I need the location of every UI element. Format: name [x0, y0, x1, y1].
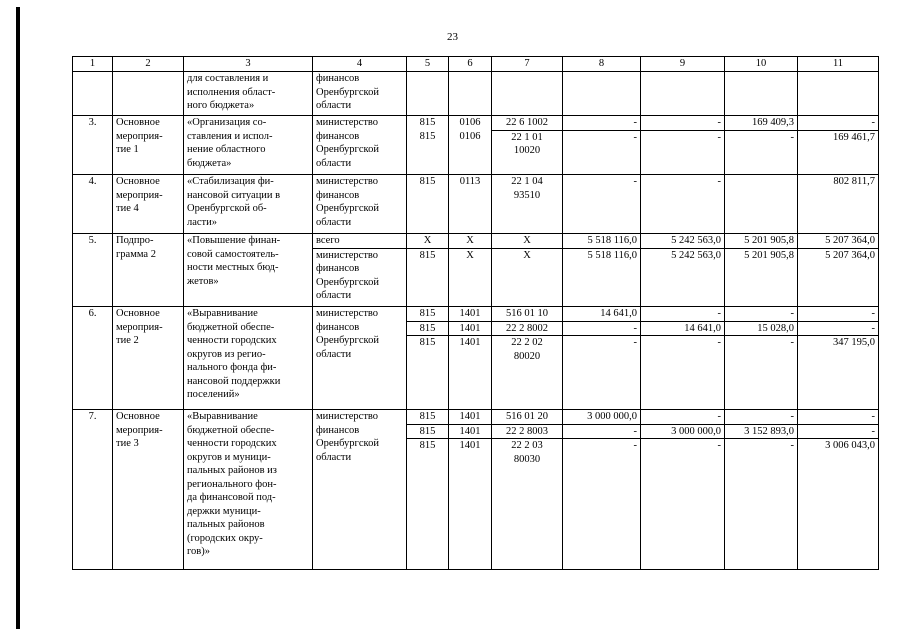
amount-cell: - - [641, 116, 725, 175]
executor-cell: министерство финансов Оренбургской области [313, 116, 407, 175]
csr-cell: 516 01 10 22 2 8002 22 2 02 80020 [492, 307, 563, 410]
grbs-cell: X 815 [407, 234, 449, 307]
csr-cell: X X [492, 234, 563, 307]
amount-cell: - 14 641,0 - [641, 307, 725, 410]
rzpr-cell: X X [449, 234, 492, 307]
table-row [73, 175, 879, 234]
csr-cell: 22 6 1002 22 1 01 10020 [492, 116, 563, 175]
executor-cell: министерство финансов Оренбургской области [313, 307, 407, 410]
grbs-cell: 815 815 [407, 116, 449, 175]
amount-cell: 3 000 000,0 - - [563, 410, 641, 570]
amount-cell: - 3 000 000,0 - [641, 410, 725, 570]
amount-cell: - 15 028,0 - [725, 307, 798, 410]
amount-cell: - 169 461,7 [798, 116, 879, 175]
grbs-cell: 815 [407, 175, 449, 234]
col-header: 11 [798, 57, 879, 72]
rzpr-cell: 1401 1401 1401 [449, 307, 492, 410]
table-row [73, 307, 879, 410]
col-header: 10 [725, 57, 798, 72]
program-type-cell: Основное мероприя- тие 2 [113, 307, 184, 410]
event-name-cell: «Стабилизация фи- нансовой ситуации в Оренбургской об- ласти» [184, 175, 313, 234]
header-row [73, 57, 879, 72]
col-header: 5 [407, 57, 449, 72]
event-name-cell: для составления и исполнения област- ного бюджета» [184, 72, 313, 116]
amount-cell: - [563, 175, 641, 234]
col-header: 7 [492, 57, 563, 72]
event-name-cell: «Повышение финан- совой самостоятель- ности местных бюд- жетов» [184, 234, 313, 307]
amount-cell [725, 175, 798, 234]
amount-cell: 5 201 905,8 5 201 905,8 [725, 234, 798, 307]
amount-cell: 802 811,7 [798, 175, 879, 234]
executor-cell: министерство финансов Оренбургской области [313, 410, 407, 570]
left-margin-bar [16, 7, 20, 629]
col-header: 6 [449, 57, 492, 72]
amount-cell: 169 409,3 - [725, 116, 798, 175]
table-row [73, 234, 879, 307]
program-type-cell: Основное мероприя- тие 1 [113, 116, 184, 175]
amount-cell: 5 207 364,0 5 207 364,0 [798, 234, 879, 307]
amount-cell: 14 641,0 - - [563, 307, 641, 410]
col-header: 8 [563, 57, 641, 72]
page-number: 23 [447, 31, 458, 43]
row-number: 7. [73, 410, 113, 570]
amount-cell: - - [563, 116, 641, 175]
row-number: 5. [73, 234, 113, 307]
grbs-cell: 815 815 815 [407, 307, 449, 410]
budget-table [72, 56, 879, 570]
event-name-cell: «Организация со- ставления и испол- нение областного бюджета» [184, 116, 313, 175]
table-row [73, 410, 879, 570]
col-header: 9 [641, 57, 725, 72]
executor-cell: финансов Оренбургской области [313, 72, 407, 116]
table-row [73, 116, 879, 175]
amount-cell: - 3 152 893,0 - [725, 410, 798, 570]
row-number: 6. [73, 307, 113, 410]
rzpr-cell: 0106 0106 [449, 116, 492, 175]
amount-cell: - [641, 175, 725, 234]
col-header: 3 [184, 57, 313, 72]
executor-cell: всего министерство финансов Оренбургской области [313, 234, 407, 307]
row-number: 4. [73, 175, 113, 234]
csr-cell: 516 01 20 22 2 8003 22 2 03 80030 [492, 410, 563, 570]
program-type-cell: Подпро- грамма 2 [113, 234, 184, 307]
amount-cell: 5 518 116,0 5 518 116,0 [563, 234, 641, 307]
amount-cell: - - 3 006 043,0 [798, 410, 879, 570]
executor-cell: министерство финансов Оренбургской области [313, 175, 407, 234]
rzpr-cell: 1401 1401 1401 [449, 410, 492, 570]
program-type-cell: Основное мероприя- тие 3 [113, 410, 184, 570]
rzpr-cell: 0113 [449, 175, 492, 234]
row-number: 3. [73, 116, 113, 175]
col-header: 1 [73, 57, 113, 72]
program-type-cell: Основное мероприя- тие 4 [113, 175, 184, 234]
csr-cell: 22 1 04 93510 [492, 175, 563, 234]
col-header: 2 [113, 57, 184, 72]
event-name-cell: «Выравнивание бюджетной обеспе- ченности городских округов и муници- пальных районов из регионального фон- да финансовой под- держки муници- пальных районов (городских окру- гов)» [184, 410, 313, 570]
amount-cell: 5 242 563,0 5 242 563,0 [641, 234, 725, 307]
event-name-cell: «Выравнивание бюджетной обеспе- ченности городских округов из регио- нального фонда фи- нансовой поддержки поселений» [184, 307, 313, 410]
table-row-continuation [73, 72, 879, 116]
grbs-cell: 815 815 815 [407, 410, 449, 570]
col-header: 4 [313, 57, 407, 72]
amount-cell: - - 347 195,0 [798, 307, 879, 410]
